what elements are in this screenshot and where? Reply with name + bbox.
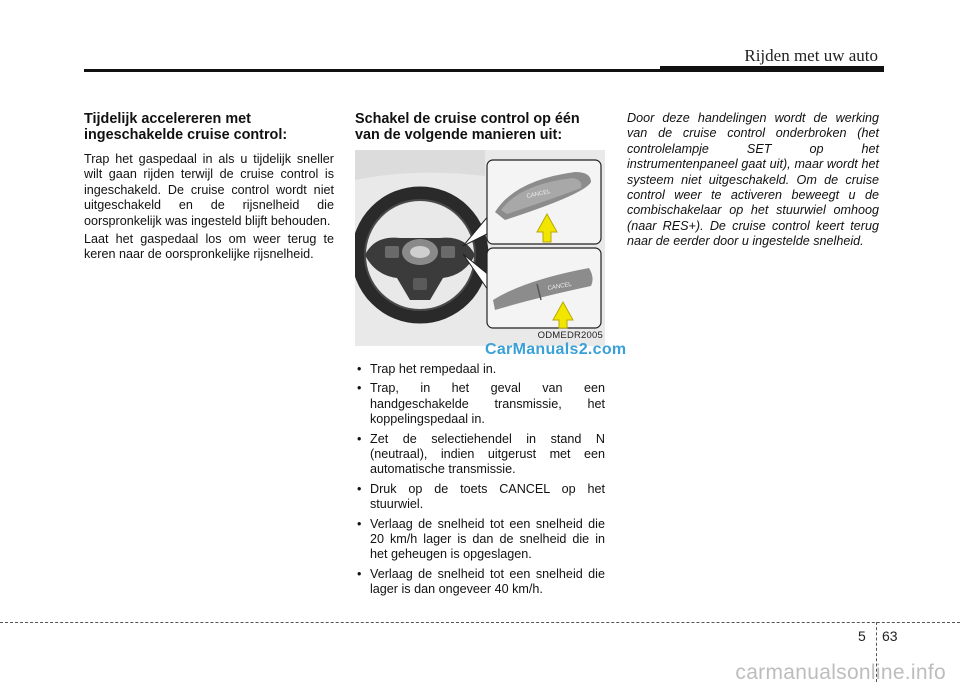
site-watermark: carmanualsonline.info <box>735 661 946 684</box>
paragraph-acceleration-2: Laat het gaspedaal los om weer terug te keren naar de oorspronkelijke rijsnelheid. <box>84 232 334 262</box>
figure-code: ODMEDR2005 <box>537 329 603 341</box>
footer-rule <box>0 622 960 623</box>
list-item: • Verlaag de snelheid tot een snelheid die 20 km/h lager is dan de snelheid die in het geheugen is opgeslagen. <box>355 517 605 563</box>
cancel-button-closeup-lower <box>487 248 601 328</box>
steering-wheel-illustration <box>355 150 605 346</box>
section-heading-acceleration: Tijdelijk accelereren met ingeschakelde cruise control: <box>84 111 288 143</box>
cancel-label-upper: CANCEL <box>526 189 552 200</box>
list-item: • Druk op de toets CANCEL op het stuurwiel. <box>355 482 605 513</box>
cancel-label-lower: CANCEL <box>547 281 573 292</box>
cancel-button-closeup <box>487 160 601 244</box>
left-column <box>84 111 334 266</box>
paragraph-acceleration-1: Trap het gaspedaal in als u tijdelijk sneller wilt gaan rijden terwijl de cruise control is ingeschakeld. De cruise control wordt niet uitgeschakeld en de rijsnelheid die oorspronkelijk was ingesteld blijft behouden. <box>84 152 334 228</box>
chapter-title: Rijden met uw auto <box>744 46 878 65</box>
carmanuals-watermark: CarManuals2.com <box>485 341 627 358</box>
list-item: • Trap het rempedaal in. <box>355 362 605 377</box>
cancel-methods-list <box>355 362 605 598</box>
list-item: • Trap, in het geval van een handgeschakelde transmissie, het koppelingspedaal in. <box>355 381 605 427</box>
note-paragraph: Door deze handelingen wordt de werking van de cruise control onderbroken (het controlelampje SET op het instrumentenpaneel gaat uit), maar wordt het systeem niet uitgeschakeld. Om de cruise control weer te activeren beweegt u de combischakelaar op het stuurwiel omhoog (naar RES+). De cruise control keert terug naar de eerder door u ingestelde snelheid. <box>627 111 879 249</box>
right-column <box>627 111 879 250</box>
section-heading-cancel: Schakel de cruise control op één van de volgende manieren uit: <box>355 111 580 143</box>
header-rule <box>84 69 884 72</box>
steering-wheel-figure <box>355 150 605 346</box>
list-item: • Zet de selectiehendel in stand N (neutraal), indien uitgerust met een automatische transmissie. <box>355 432 605 478</box>
chapter-number: 5 <box>858 628 866 644</box>
page-number: 63 <box>882 628 898 644</box>
list-item: • Verlaag de snelheid tot een snelheid die lager is dan ongeveer 40 km/h. <box>355 567 605 598</box>
